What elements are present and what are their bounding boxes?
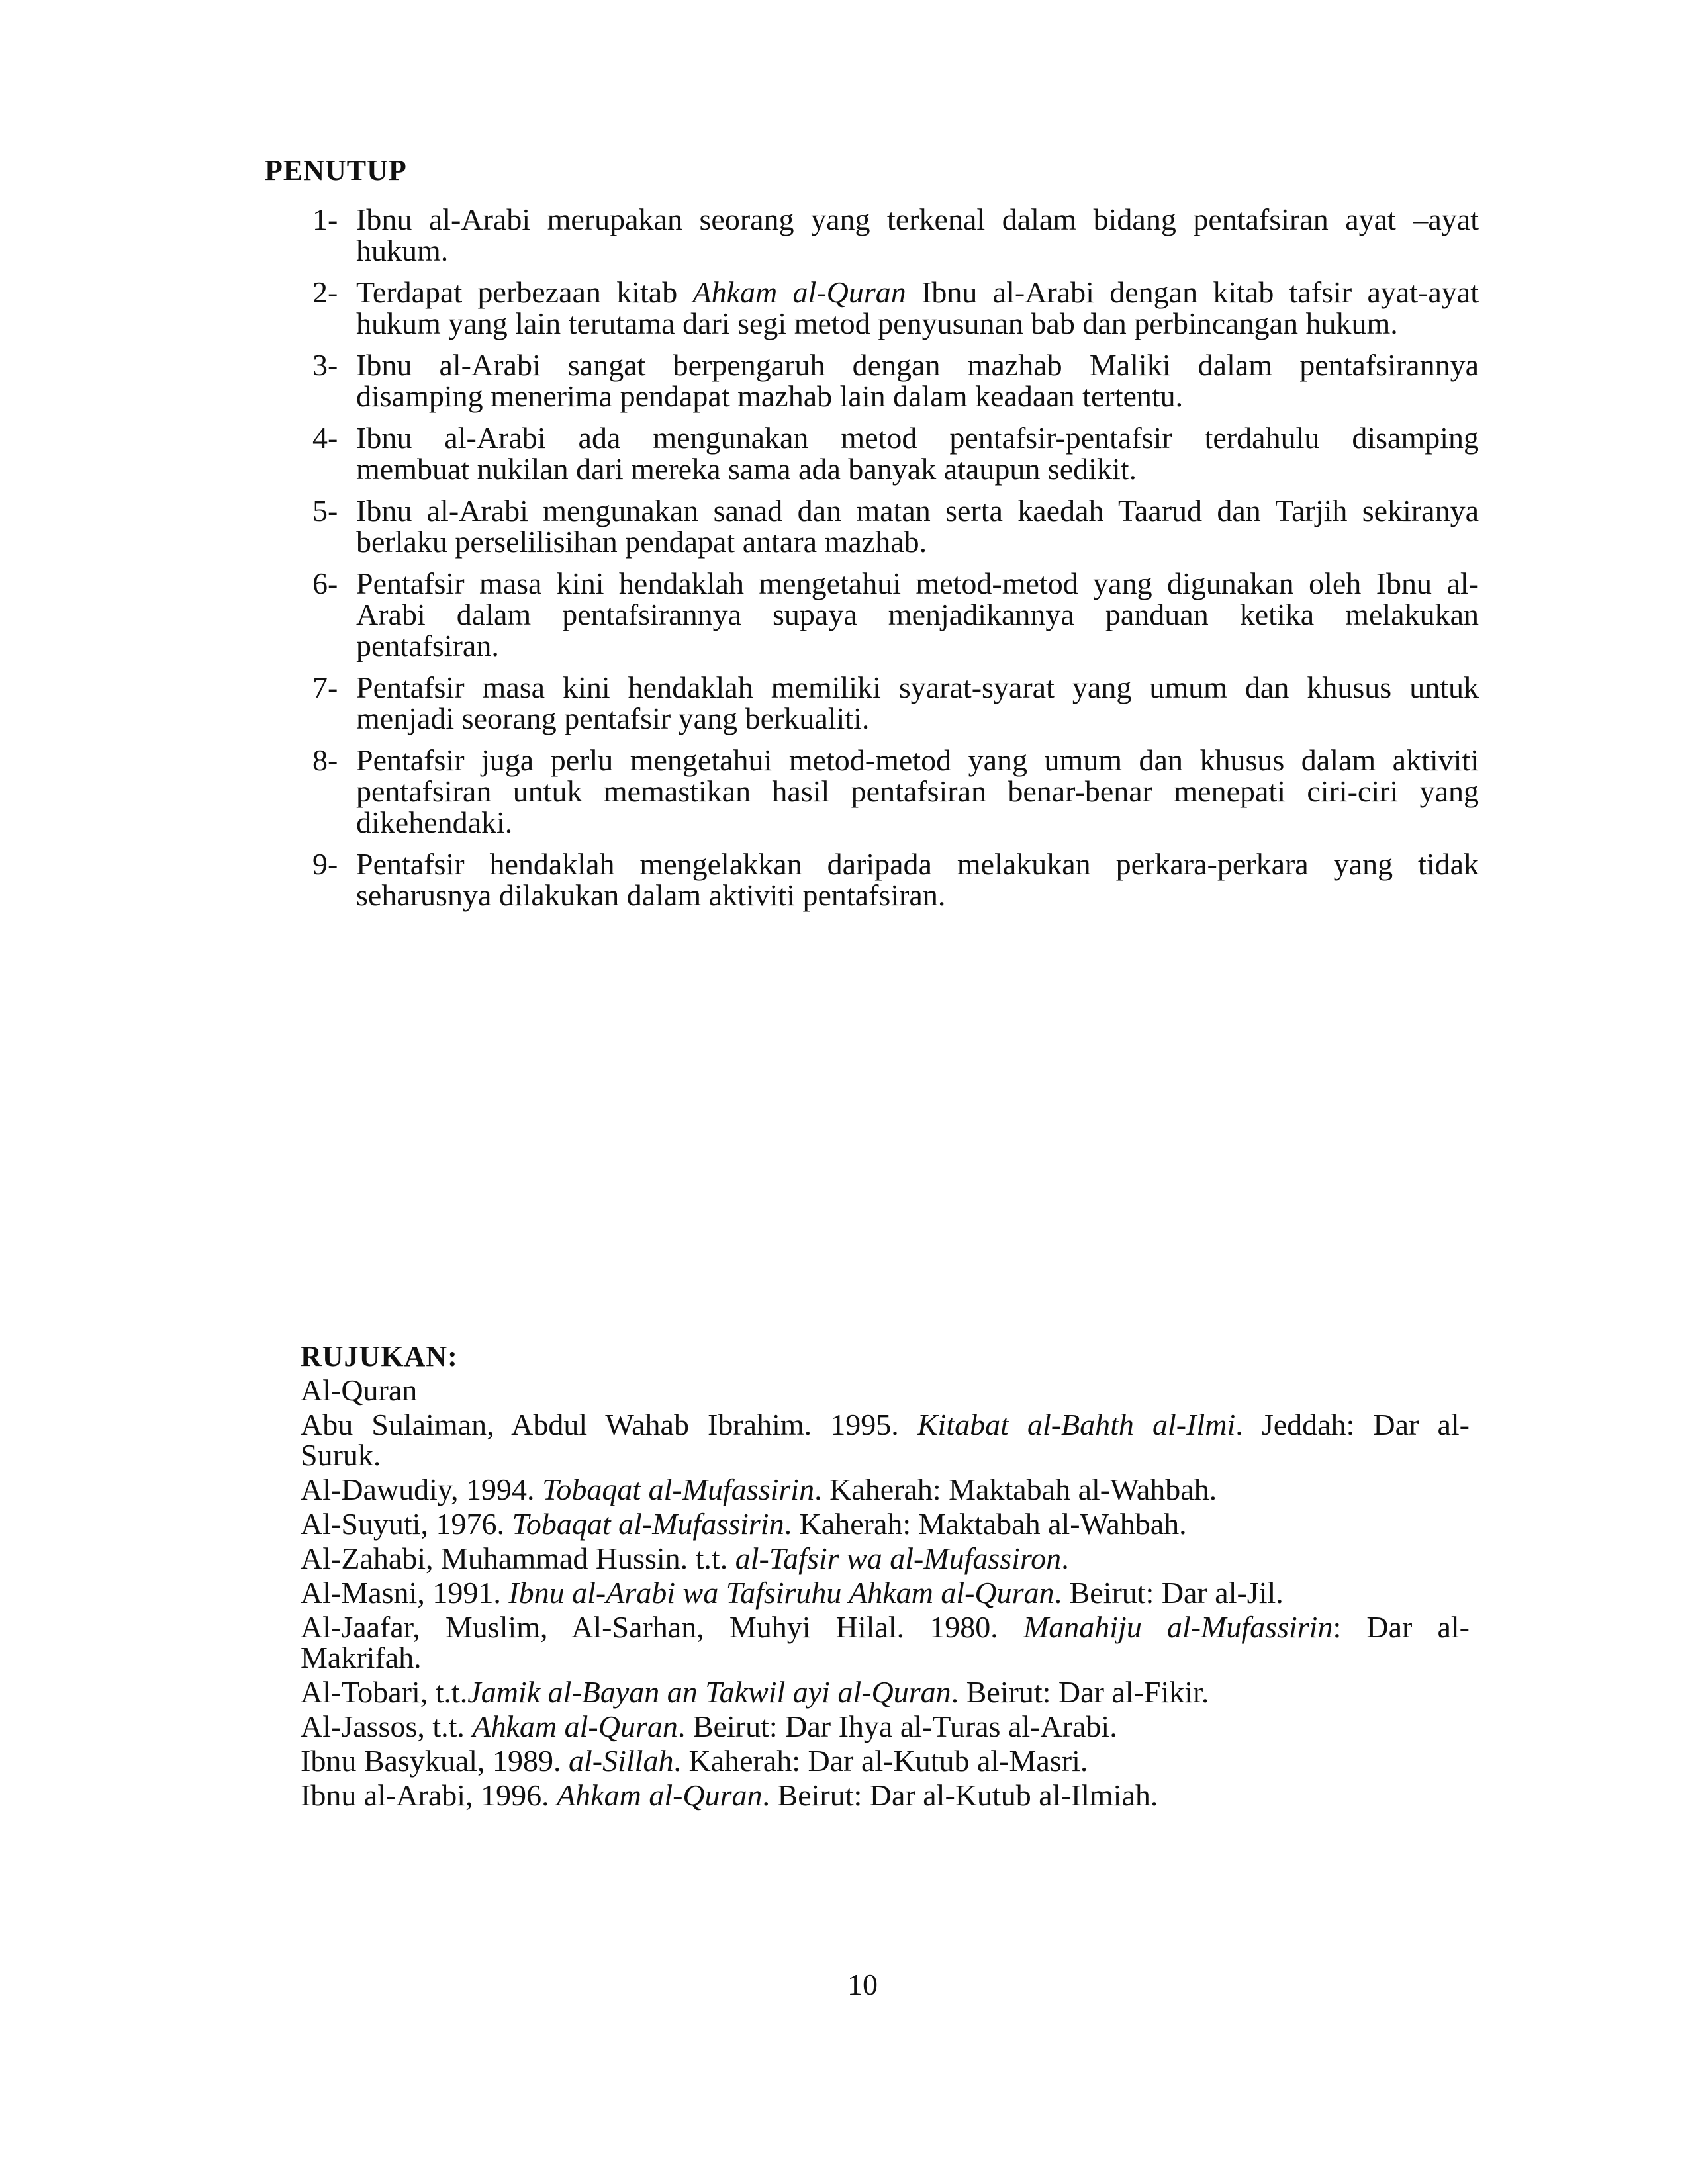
text-segment: membuat nukilan dari mereka sama ada banyak ataupun sedikit. xyxy=(356,452,1137,486)
reference-entry xyxy=(301,1711,1470,1742)
list-item xyxy=(312,672,1479,734)
text-segment: Ibnu al-Arabi merupakan seorang yang terkenal dalam bidang pentafsiran ayat –ayat xyxy=(356,203,1479,236)
text-segment: Al-Jaafar, Muslim, Al-Sarhan, Muhyi Hilal. 1980. xyxy=(301,1610,1023,1644)
list-item xyxy=(312,349,1479,412)
text-line xyxy=(356,848,1479,880)
text-segment: . Kaherah: Dar al-Kutub al-Masri. xyxy=(673,1744,1088,1778)
text-line xyxy=(356,630,1479,661)
italic-title: Jamik al-Bayan an Takwil ayi al-Quran xyxy=(467,1675,951,1709)
text-line xyxy=(356,204,1479,235)
item-number: 6- xyxy=(312,567,338,600)
italic-title: Ahkam al-Quran xyxy=(472,1709,678,1743)
reference-entry xyxy=(301,1578,1470,1608)
list-item xyxy=(312,422,1479,484)
text-line xyxy=(301,1746,1470,1776)
text-line xyxy=(301,1578,1470,1608)
text-segment: Abu Sulaiman, Abdul Wahab Ibrahim. 1995. xyxy=(301,1408,917,1441)
text-line xyxy=(301,1440,1470,1471)
text-segment: pentafsiran. xyxy=(356,629,499,662)
text-segment: . Beirut: Dar al-Fikir. xyxy=(951,1675,1209,1709)
text-line xyxy=(301,1711,1470,1742)
text-line xyxy=(301,1475,1470,1505)
text-segment: . Beirut: Dar Ihya al-Turas al-Arabi. xyxy=(677,1709,1117,1743)
text-line xyxy=(301,1509,1470,1539)
text-line xyxy=(356,568,1479,599)
text-segment: . Kaherah: Maktabah al-Wahbah. xyxy=(784,1507,1187,1541)
text-segment: . xyxy=(1061,1541,1069,1575)
text-segment: berlaku perselilisihan pendapat antara mazhab. xyxy=(356,525,927,559)
text-line xyxy=(356,453,1479,484)
reference-entry xyxy=(301,1509,1470,1539)
text-segment: Pentafsir hendaklah mengelakkan daripada melakukan perkara-perkara yang tidak xyxy=(356,847,1479,881)
text-segment: Al-Dawudiy, 1994. xyxy=(301,1473,542,1506)
item-number: 9- xyxy=(312,847,338,881)
item-number: 1- xyxy=(312,203,338,236)
list-item xyxy=(312,277,1479,339)
text-segment: Al-Jassos, t.t. xyxy=(301,1709,473,1743)
reference-entry xyxy=(301,1780,1470,1811)
text-line xyxy=(301,1375,1470,1406)
text-line xyxy=(356,381,1479,412)
text-segment: Ibnu al-Arabi mengunakan sanad dan matan serta kaedah Taarud dan Tarjih sekiranya xyxy=(356,494,1479,527)
italic-title: al-Sillah xyxy=(569,1744,674,1778)
text-segment: Ibnu al-Arabi dengan kitab tafsir ayat-ayat xyxy=(906,275,1479,309)
italic-title: Ahkam al-Quran xyxy=(692,275,906,309)
italic-title: Tobaqat al-Mufassirin xyxy=(541,1473,815,1506)
item-number: 3- xyxy=(312,348,338,382)
text-line xyxy=(356,422,1479,453)
text-segment: . Jeddah: Dar al- xyxy=(1235,1408,1470,1441)
text-line xyxy=(301,1612,1470,1643)
list-item xyxy=(312,204,1479,266)
text-segment: Pentafsir masa kini hendaklah mengetahui metod-metod yang digunakan oleh Ibnu al- xyxy=(356,567,1479,600)
reference-entry xyxy=(301,1375,1470,1406)
list-item xyxy=(312,568,1479,661)
reference-entry xyxy=(301,1410,1470,1471)
text-line xyxy=(301,1677,1470,1707)
text-line xyxy=(356,308,1479,339)
text-line xyxy=(356,807,1479,838)
text-line xyxy=(356,672,1479,703)
reference-entry xyxy=(301,1677,1470,1707)
reference-entry xyxy=(301,1612,1470,1673)
text-segment: : Dar al- xyxy=(1333,1610,1470,1644)
text-segment: . Beirut: Dar al-Kutub al-Ilmiah. xyxy=(762,1778,1158,1812)
text-line xyxy=(301,1543,1470,1574)
text-line xyxy=(301,1780,1470,1811)
text-line xyxy=(356,745,1479,776)
reference-entry xyxy=(301,1475,1470,1505)
reference-list xyxy=(301,1375,1470,1815)
text-segment: disamping menerima pendapat mazhab lain dalam keadaan tertentu. xyxy=(356,379,1184,413)
reference-entry xyxy=(301,1746,1470,1776)
text-segment: dikehendaki. xyxy=(356,805,513,839)
text-segment: Terdapat perbezaan kitab xyxy=(356,275,693,309)
text-line xyxy=(301,1410,1470,1440)
italic-title: Ibnu al-Arabi wa Tafsiruhu Ahkam al-Quran xyxy=(508,1576,1055,1610)
item-number: 5- xyxy=(312,494,338,527)
italic-title: Manahiju al-Mufassirin xyxy=(1023,1610,1333,1644)
text-segment: Al-Quran xyxy=(301,1373,418,1407)
italic-title: Ahkam al-Quran xyxy=(557,1778,763,1812)
section-heading-penutup: PENUTUP xyxy=(265,154,407,187)
item-number: 4- xyxy=(312,421,338,455)
text-line xyxy=(301,1643,1470,1673)
text-line xyxy=(356,776,1479,807)
text-segment: Ibnu al-Arabi ada mengunakan metod pentafsir-pentafsir terdahulu disamping xyxy=(356,421,1479,455)
text-segment: Pentafsir juga perlu mengetahui metod-metod yang umum dan khusus dalam aktiviti xyxy=(356,743,1479,777)
text-line xyxy=(356,703,1479,734)
text-segment: menjadi seorang pentafsir yang berkualiti. xyxy=(356,702,870,735)
text-segment: Al-Zahabi, Muhammad Hussin. t.t. xyxy=(301,1541,735,1575)
italic-title: Tobaqat al-Mufassirin xyxy=(512,1507,784,1541)
text-line xyxy=(356,526,1479,557)
text-line xyxy=(356,495,1479,526)
text-segment: Al-Tobari, t.t. xyxy=(301,1675,468,1709)
text-segment: Arabi dalam pentafsirannya supaya menjadikannya panduan ketika melakukan xyxy=(356,598,1479,631)
reference-entry xyxy=(301,1543,1470,1574)
text-line xyxy=(356,599,1479,630)
text-segment: Al-Masni, 1991. xyxy=(301,1576,509,1610)
italic-title: Kitabat al-Bahth al-Ilmi xyxy=(917,1408,1236,1441)
text-segment: Pentafsir masa kini hendaklah memiliki syarat-syarat yang umum dan khusus untuk xyxy=(356,670,1479,704)
text-segment: hukum yang lain terutama dari segi metod penyusunan bab dan perbincangan hukum. xyxy=(356,306,1398,340)
text-segment: Ibnu al-Arabi sangat berpengaruh dengan mazhab Maliki dalam pentafsirannya xyxy=(356,348,1479,382)
text-segment: hukum. xyxy=(356,234,449,267)
text-segment: Makrifah. xyxy=(301,1641,422,1674)
text-line xyxy=(356,880,1479,911)
text-segment: seharusnya dilakukan dalam aktiviti pentafsiran. xyxy=(356,878,946,912)
page-number: 10 xyxy=(847,1968,878,2001)
list-item xyxy=(312,495,1479,557)
conclusion-list xyxy=(312,204,1479,921)
section-heading-rujukan: RUJUKAN: xyxy=(301,1340,458,1373)
text-segment: . Beirut: Dar al-Jil. xyxy=(1054,1576,1284,1610)
list-item xyxy=(312,745,1479,838)
text-segment: Suruk. xyxy=(301,1438,381,1472)
text-line xyxy=(356,235,1479,266)
item-number: 2- xyxy=(312,275,338,309)
text-segment: . Kaherah: Maktabah al-Wahbah. xyxy=(814,1473,1217,1506)
item-number: 8- xyxy=(312,743,338,777)
text-segment: Al-Suyuti, 1976. xyxy=(301,1507,512,1541)
list-item xyxy=(312,848,1479,911)
text-line xyxy=(356,277,1479,308)
text-line xyxy=(356,349,1479,381)
text-segment: Ibnu Basykual, 1989. xyxy=(301,1744,569,1778)
text-segment: Ibnu al-Arabi, 1996. xyxy=(301,1778,557,1812)
item-number: 7- xyxy=(312,670,338,704)
text-segment: pentafsiran untuk memastikan hasil pentafsiran benar-benar menepati ciri-ciri yang xyxy=(356,774,1479,808)
italic-title: al-Tafsir wa al-Mufassiron xyxy=(735,1541,1062,1575)
